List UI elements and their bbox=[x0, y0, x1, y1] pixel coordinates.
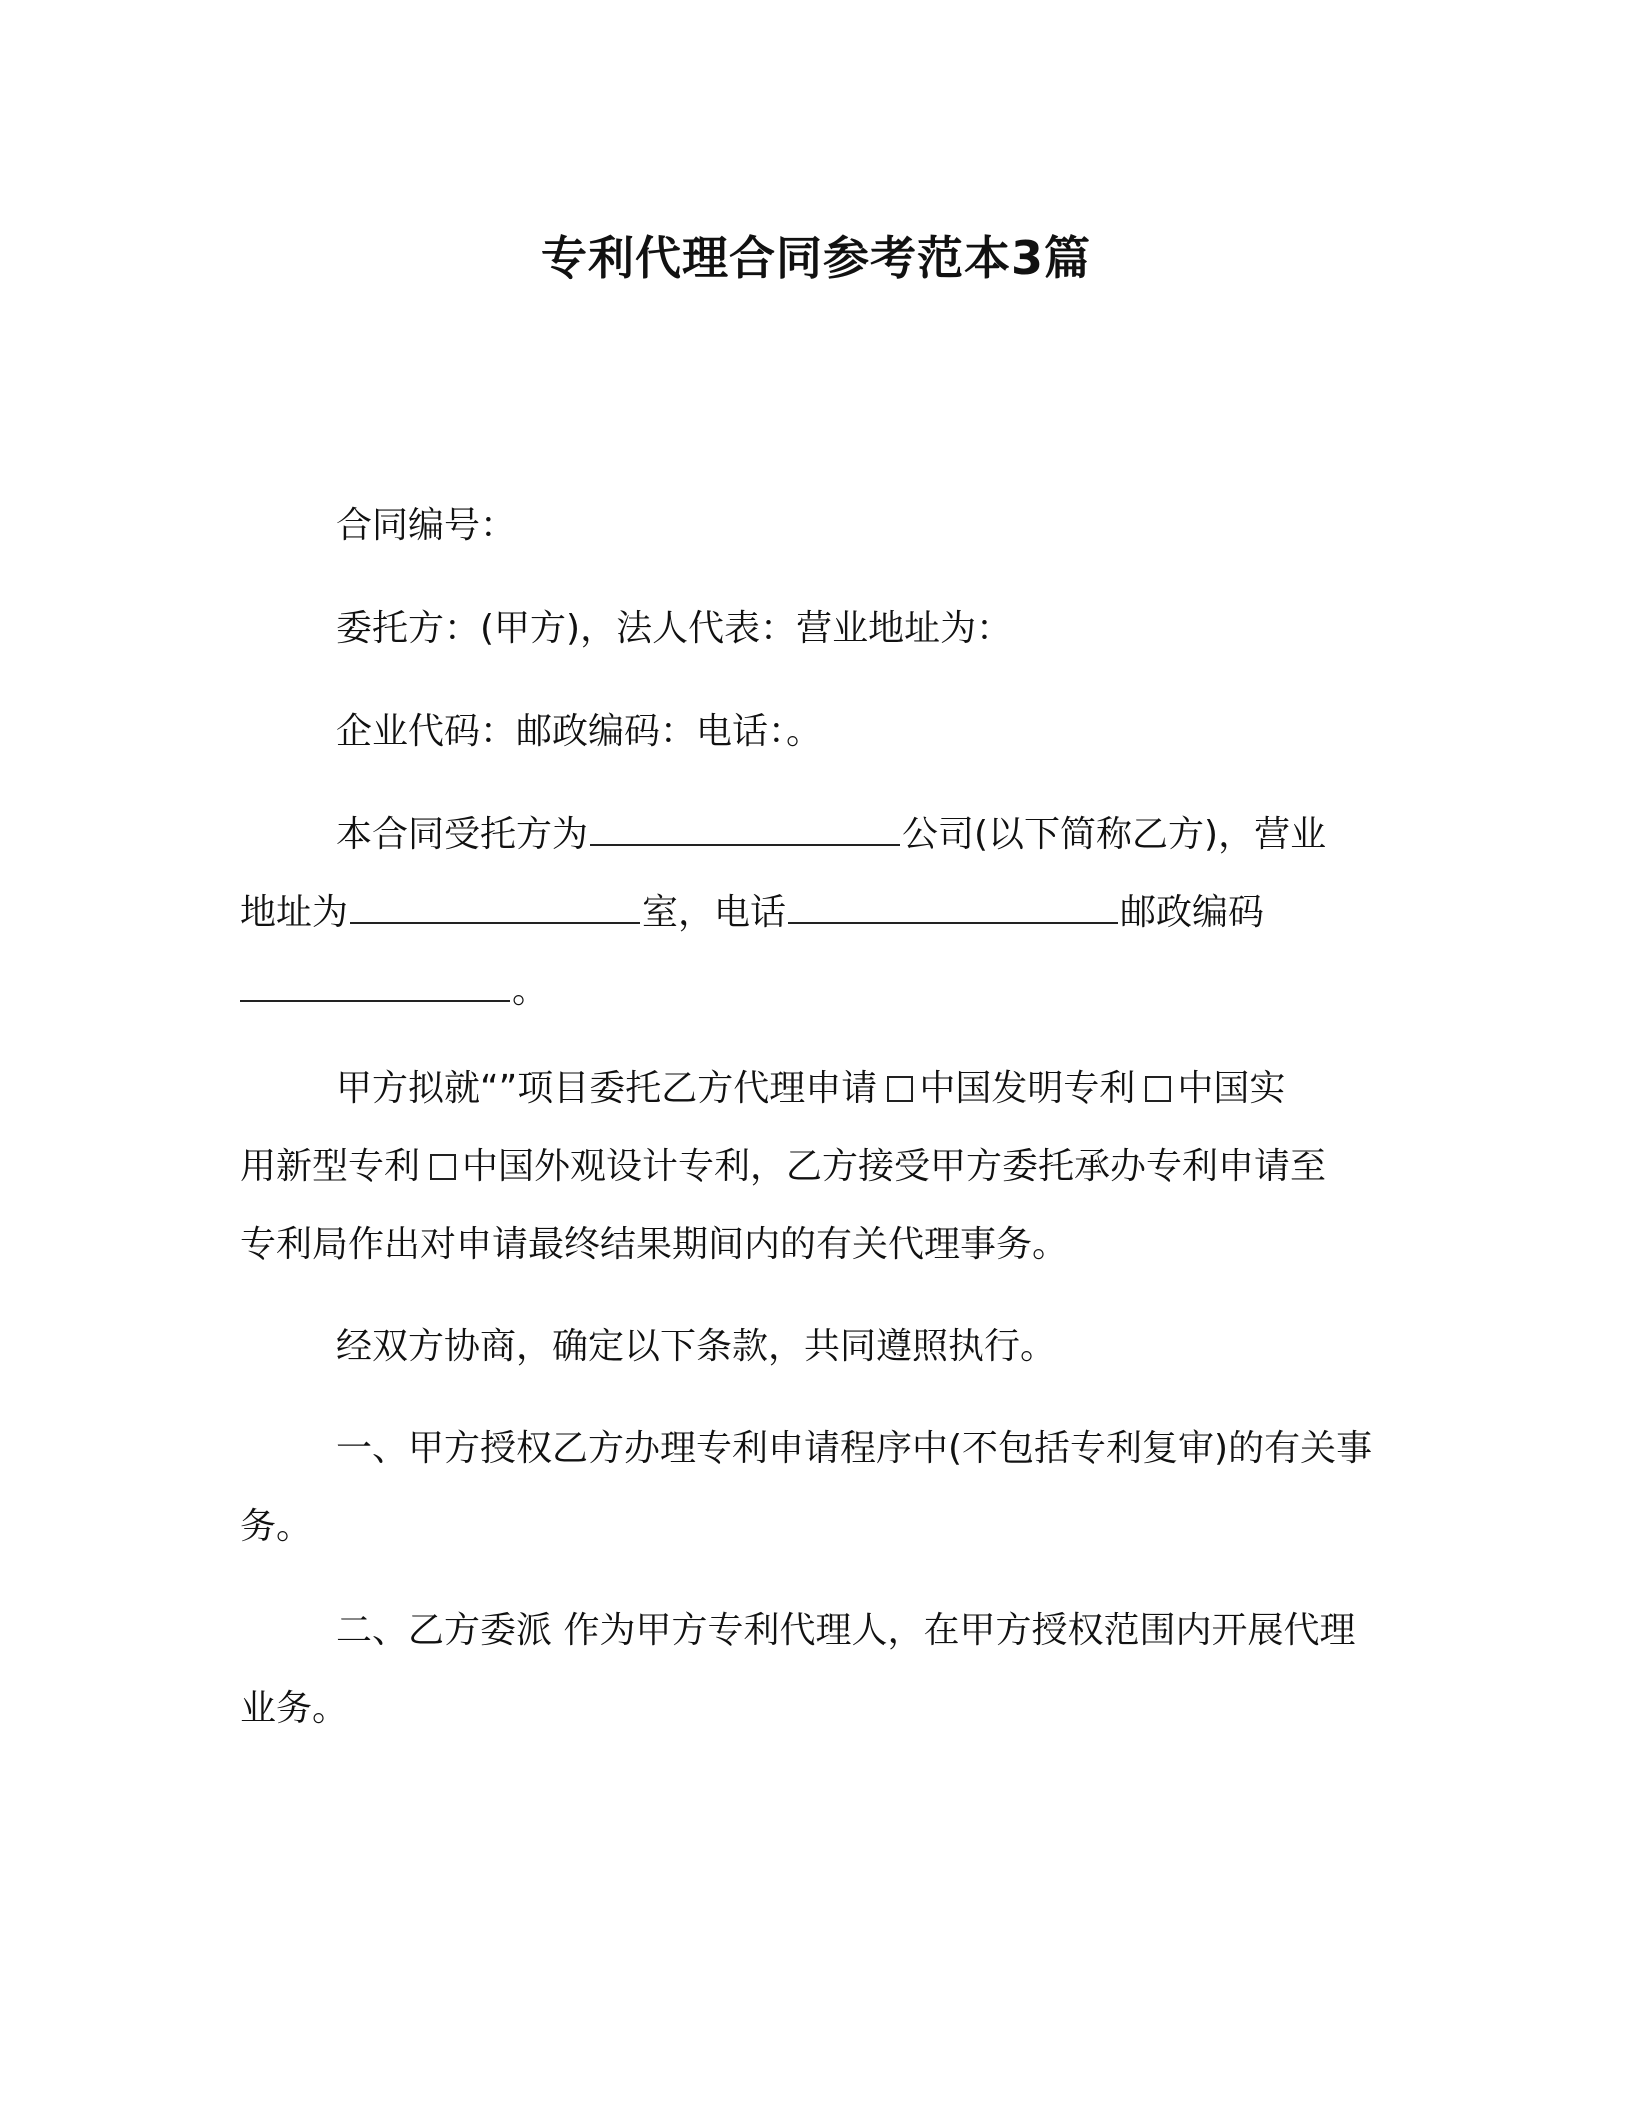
design-patent-checkbox[interactable] bbox=[430, 1154, 456, 1180]
scope-text-3: 中国实 bbox=[1177, 1068, 1286, 1109]
agent-text-3: 地址为 bbox=[240, 892, 349, 933]
agent-text-4: 室，电话 bbox=[642, 892, 787, 933]
agent-company-blank bbox=[590, 810, 900, 846]
clause-1: 一、甲方授权乙方办理专利申请程序中(不包括专利复审)的有关事务。 bbox=[240, 1428, 1373, 1547]
client-codes-line: 企业代码：邮政编码：电话：。 bbox=[336, 711, 823, 752]
scope-text-6: 专利局作出对申请最终结果期间内的有关代理事务。 bbox=[240, 1224, 1069, 1265]
agent-address-blank bbox=[350, 888, 640, 924]
client-info-line: 委托方：(甲方)，法人代表：营业地址为： bbox=[336, 608, 1013, 649]
agent-text-6: 。 bbox=[512, 970, 549, 1011]
scope-paragraph bbox=[240, 1050, 1390, 1284]
scope-text-5: 中国外观设计专利，乙方接受甲方委托承办专利申请至 bbox=[462, 1146, 1327, 1187]
agreement-line: 经双方协商，确定以下条款，共同遵照执行。 bbox=[336, 1326, 1057, 1367]
agent-phone-blank bbox=[788, 888, 1118, 924]
clause-2: 二、乙方委派 作为甲方专利代理人，在甲方授权范围内开展代理业务。 bbox=[240, 1610, 1356, 1729]
document-title: 专利代理合同参考范本3篇 bbox=[540, 231, 1091, 285]
agent-postcode-blank bbox=[240, 966, 510, 1002]
agent-text-5: 邮政编码 bbox=[1120, 892, 1265, 933]
agent-text-1: 本合同受托方为 bbox=[336, 814, 589, 855]
agent-paragraph bbox=[240, 796, 1390, 1030]
scope-text-2: 中国发明专利 bbox=[919, 1068, 1136, 1109]
invention-patent-checkbox[interactable] bbox=[887, 1076, 913, 1102]
contract-number-label: 合同编号： bbox=[336, 505, 517, 546]
utility-model-checkbox[interactable] bbox=[1145, 1076, 1171, 1102]
scope-text-4: 用新型专利 bbox=[240, 1146, 421, 1187]
agent-text-2: 公司(以下简称乙方)，营业 bbox=[902, 814, 1327, 855]
scope-text-1: 甲方拟就“”项目委托乙方代理申请 bbox=[336, 1068, 878, 1109]
